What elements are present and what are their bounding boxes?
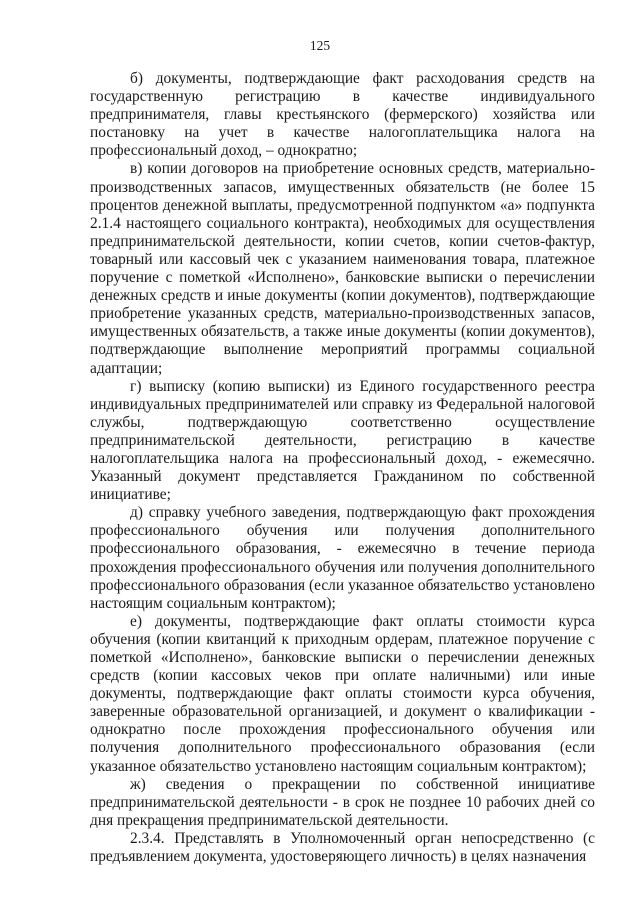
paragraph-g: г) выписку (копию выписки) из Единого государственного реестра индивидуальных предпринимателей или справку из Федеральной налоговой службы, подтверждающую соответственно осуществление предпринимательской деятельности, регистрацию в качестве налогоплательщика налога на профессиональный доход, - ежемесячно. Указанный документ представляется Гражданином по собственной инициативе;	[90, 377, 595, 504]
paragraph-b: б) документы, подтверждающие факт расходования средств на государственную регистрацию в качестве индивидуального предпринимателя, главы крестьянского (фермерского) хозяйства или постановку на учет в качестве налогоплательщика налога на профессиональный доход, – однократно;	[90, 70, 595, 160]
paragraph-e: е) документы, подтверждающие факт оплаты стоимости курса обучения (копии квитанций к приходным ордерам, платежное поручение с пометкой «Исполнено», банковские выписки о перечислении денежных средств (копии кассовых чеков при оплате наличными) или иные документы, подтверждающие факт оплаты стоимости курса обучения, заверенные образовательной организацией, и документ о квалификации - однократно после прохождения профессионального обучения или получения дополнительного профессионального образования (если указанное обязательство установлено настоящим социальным контрактом);	[90, 612, 595, 775]
paragraph-d: д) справку учебного заведения, подтверждающую факт прохождения профессионального обучения или получения дополнительного профессионального образования, - ежемесячно в течение периода прохождения профессионального обучения или получения дополнительного профессионального образования (если указанное обязательство установлено настоящим социальным контрактом);	[90, 504, 595, 612]
document-body	[90, 70, 595, 866]
paragraph-2-3-4: 2.3.4. Представлять в Уполномоченный орган непосредственно (с предъявлением документа, удостоверяющего личность) в целях назначения	[90, 829, 595, 866]
paragraph-v: в) копии договоров на приобретение основных средств, материально-производственных запасов, имущественных обязательств (не более 15 процентов денежной выплаты, предусмотренной подпунктом «а» подпункта 2.1.4 настоящего социального контракта), необходимых для осуществления предпринимательской деятельности, копии счетов, копии счетов-фактур, товарный или кассовый чек с указанием наименования товара, платежное поручение с пометкой «Исполнено», банковские выписки о перечислении денежных средств и иные документы (копии документов), подтверждающие приобретение указанных средств, материально-производственных запасов, имущественных обязательств, а также иные документы (копии документов), подтверждающие выполнение мероприятий программы социальной адаптации;	[90, 160, 595, 377]
paragraph-zh: ж) сведения о прекращении по собственной инициативе предпринимательской деятельности - в срок не позднее 10 рабочих дней со дня прекращения предпринимательской деятельности.	[90, 775, 595, 829]
page-number: 125	[309, 38, 331, 53]
